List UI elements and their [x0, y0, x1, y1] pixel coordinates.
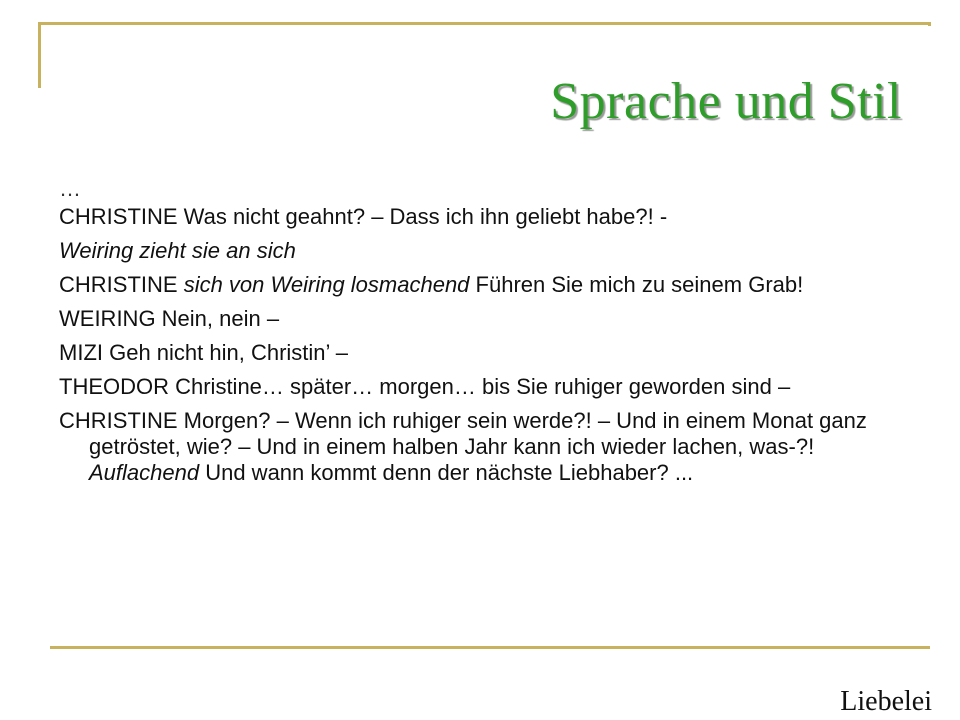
dialogue-line: CHRISTINE Was nicht geahnt? – Dass ich ihn geliebt habe?! -: [59, 204, 668, 229]
stage-direction: Weiring zieht sie an sich: [59, 238, 296, 263]
slide-title: Sprache und Stil: [550, 73, 902, 130]
frame-bottom-rule: [50, 646, 930, 649]
dialogue-text: [59, 176, 919, 494]
frame-top-rule: [38, 22, 930, 25]
dialogue-line: …: [59, 176, 81, 201]
footer-label: Liebelei: [840, 686, 932, 717]
dialogue-line: THEODOR Christine… später… morgen… bis Sie ruhiger geworden sind –: [59, 374, 791, 399]
dialogue-line: WEIRING Nein, nein –: [59, 306, 280, 331]
frame-vertical-rule: [38, 22, 41, 88]
dialogue-line: CHRISTINE sich von Weiring losmachend Führen Sie mich zu seinem Grab!: [59, 272, 804, 297]
dialogue-line: CHRISTINE Morgen? – Wenn ich ruhiger sein werde?! – Und in einem Monat ganz getröstet, wie? – Und in einem halben Jahr kann ich wieder lachen, was-?! Auflachend Und wann kommt denn der nächste Liebhaber? ...: [59, 408, 867, 485]
frame-right-tick: [928, 22, 931, 26]
dialogue-line: MIZI Geh nicht hin, Christin’ –: [59, 340, 348, 365]
